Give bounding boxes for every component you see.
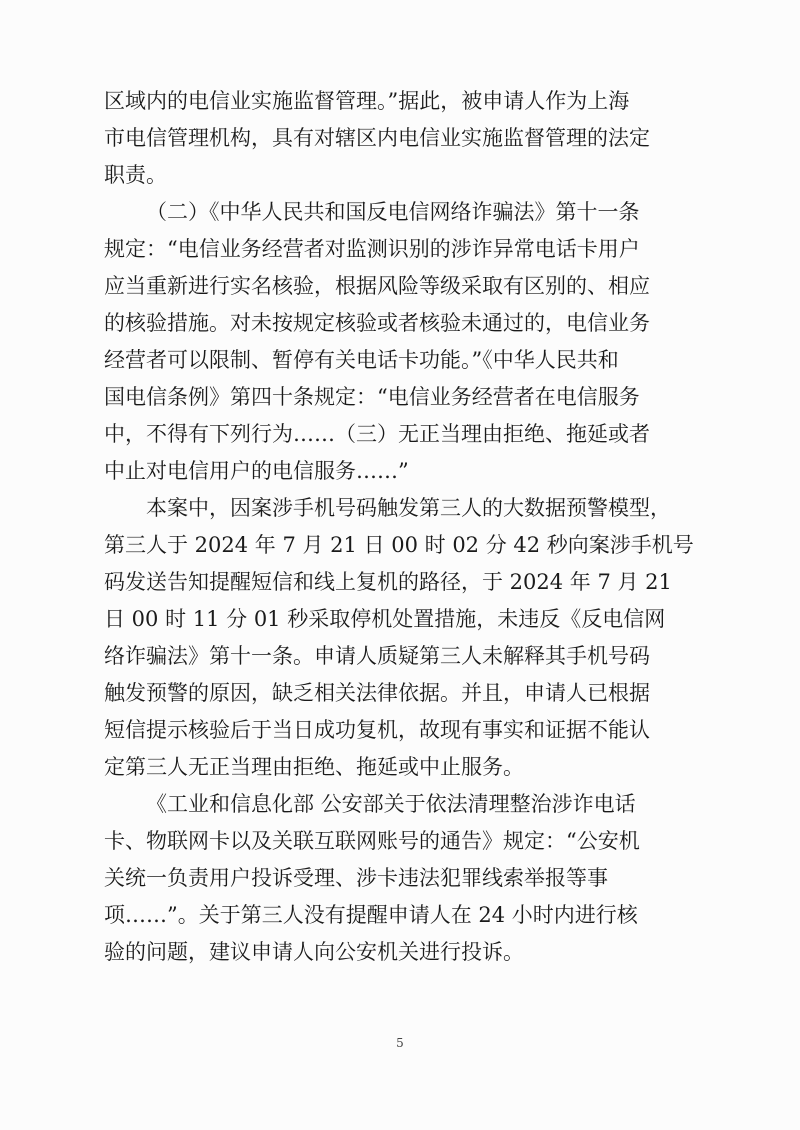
text-line: 码发送告知提醒短信和线上复机的路径，于 2024 年 7 月 21 bbox=[104, 570, 672, 594]
text-line: 短信提示核验后于当日成功复机，故现有事实和证据不能认 bbox=[104, 718, 650, 742]
text-line: 《工业和信息化部 公安部关于依法清理整治涉诈电话 bbox=[146, 792, 636, 816]
text-line: 关统一负责用户投诉受理、涉卡违法犯罪线索举报等事 bbox=[104, 866, 608, 890]
text-line: 项……”。关于第三人没有提醒申请人在 24 小时内进行核 bbox=[104, 903, 638, 927]
text-line: 市电信管理机构，具有对辖区内电信业实施监督管理的法定 bbox=[104, 126, 650, 150]
text-line: 国电信条例》第四十条规定：“电信业务经营者在电信服务 bbox=[104, 385, 640, 409]
text-line: 本案中，因案涉手机号码触发第三人的大数据预警模型， bbox=[146, 496, 671, 520]
text-line: （二）《中华人民共和国反电信网络诈骗法》第十一条 bbox=[146, 200, 640, 224]
text-line: 应当重新进行实名核验，根据风险等级采取有区别的、相应 bbox=[104, 274, 650, 298]
text-line: 区域内的电信业实施监督管理。”据此，被申请人作为上海 bbox=[104, 89, 630, 113]
page-number: 5 bbox=[396, 1036, 404, 1050]
text-line: 定第三人无正当理由拒绝、拖延或中止服务。 bbox=[104, 755, 524, 779]
text-line: 触发预警的原因，缺乏相关法律依据。并且，申请人已根据 bbox=[104, 681, 650, 705]
text-line: 中，不得有下列行为……（三）无正当理由拒绝、拖延或者 bbox=[104, 422, 650, 446]
text-line: 络诈骗法》第十一条。申请人质疑第三人未解释其手机号码 bbox=[104, 644, 650, 668]
text-line: 职责。 bbox=[104, 163, 167, 187]
text-line: 验的问题，建议申请人向公安机关进行投诉。 bbox=[104, 940, 524, 964]
text-line: 日 00 时 11 分 01 秒采取停机处置措施，未违反《反电信网 bbox=[104, 607, 666, 631]
text-line: 的核验措施。对未按规定核验或者核验未通过的，电信业务 bbox=[104, 311, 650, 335]
text-line: 卡、物联网卡以及关联互联网账号的通告》规定：“公安机 bbox=[104, 829, 640, 853]
text-line: 中止对电信用户的电信服务……” bbox=[104, 459, 409, 483]
text-line: 第三人于 2024 年 7 月 21 日 00 时 02 分 42 秒向案涉手机号 bbox=[104, 533, 694, 557]
text-line: 经营者可以限制、暂停有关电话卡功能。”《中华人民共和 bbox=[104, 348, 619, 372]
text-line: 规定：“电信业务经营者对监测识别的涉诈异常电话卡用户 bbox=[104, 237, 640, 261]
